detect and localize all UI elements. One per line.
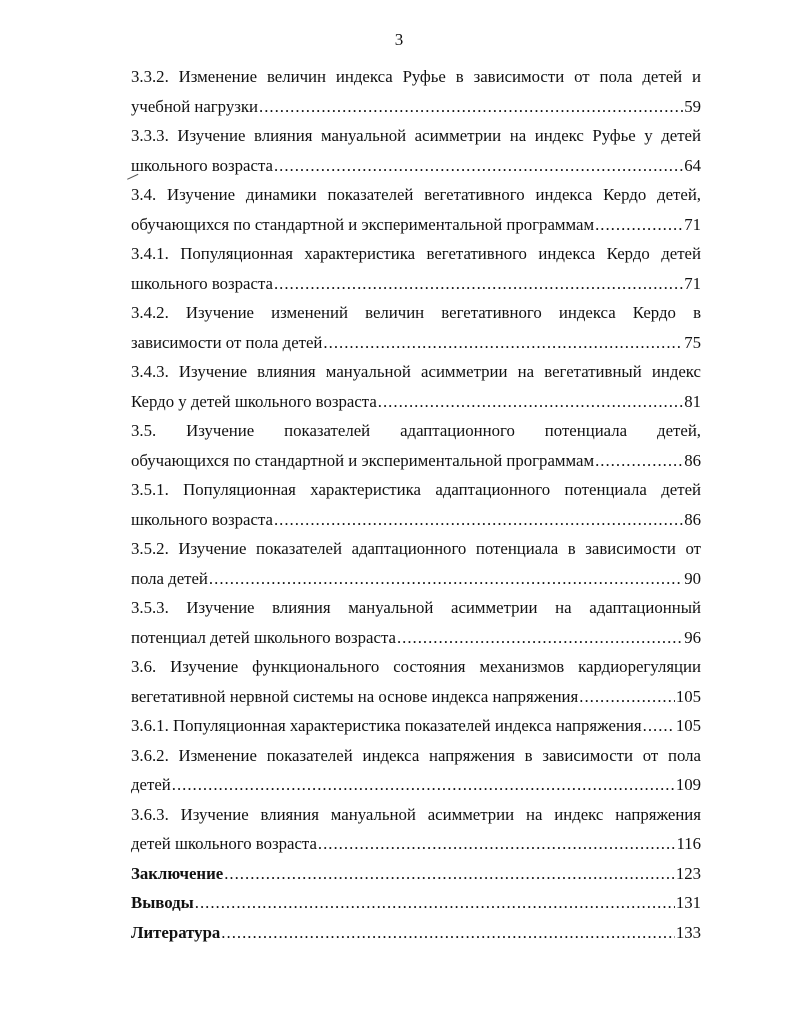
toc-entry [131,239,701,298]
toc-entry-line: 3.3.3. Изучение влияния мануальной асимметрии на индекс Руфье у детей [131,126,701,145]
toc-entry-text: обучающихся по стандартной и экспериментальной программам [131,214,595,234]
toc-entry-text: Кердо у детей школьного возраста [131,391,377,411]
toc-entry-text: зависимости от пола детей [131,332,323,352]
toc-entry-line: 3.4.3. Изучение влияния мануальной асимметрии на вегетативный индекс [131,362,701,381]
toc-entry-line [131,151,701,181]
toc-entry [131,180,701,239]
toc-page-number: 71 [684,214,701,234]
dot-leader [172,770,675,800]
dot-leader [397,623,683,653]
dot-leader [274,505,683,535]
toc-entry [131,357,701,416]
toc-section-title: Заключение [131,863,224,883]
page-number: 3 [394,30,404,49]
toc-entry [131,800,701,859]
toc-entry-line [131,829,701,859]
toc-entry [131,475,701,534]
toc-page-number: 86 [684,509,701,529]
toc-page-number: 86 [684,450,701,470]
dot-leader [643,711,675,741]
toc-page-number: 131 [675,893,701,912]
toc-page-number: 59 [684,96,701,116]
toc-entry-line: 3.4.1. Популяционная характеристика вегетативного индекса Кердо детей [131,244,701,263]
toc-final-entry [131,918,701,948]
toc-entry-line: 3.4. Изучение динамики показателей вегетативного индекса Кердо детей, [131,185,701,204]
toc-page-number: 64 [684,155,701,175]
dot-leader [318,829,676,859]
toc-entry-line [131,446,701,476]
dot-leader [259,92,683,122]
toc-entry-line [131,210,701,240]
dot-leader [224,859,675,889]
toc-entry-line: 3.6. Изучение функционального состояния механизмов кардиорегуляции [131,657,701,676]
toc-entry [131,62,701,121]
toc-entry-line [131,92,701,122]
toc-entry-line [131,269,701,299]
toc-page-number: 105 [675,686,701,706]
toc-entry-line: 3.3.2. Изменение величин индекса Руфье в зависимости от пола детей и [131,67,701,86]
dot-leader [274,269,683,299]
toc-entry-line [131,711,701,741]
toc-entry-text: обучающихся по стандартной и экспериментальной программам [131,450,595,470]
toc-entry-line [131,387,701,417]
toc-page-number: 71 [684,273,701,293]
toc-entry-line: 3.5.1. Популяционная характеристика адаптационного потенциала детей [131,480,701,499]
toc-entry-line [131,682,701,712]
toc-page-number: 133 [675,922,701,942]
dot-leader [195,888,675,918]
toc-entry [131,652,701,711]
toc-entry-line [131,505,701,535]
toc-entry-line [131,770,701,800]
dot-leader [595,210,683,240]
toc-entry [131,121,701,180]
dot-leader [595,446,683,476]
toc-entry-text: учебной нагрузки [131,96,258,116]
toc-entry-line [131,564,701,594]
dot-leader [323,328,683,358]
toc-entry-text: школьного возраста [131,155,273,175]
toc-page-number: 90 [684,568,701,588]
toc-page-number: 116 [676,834,701,853]
toc-entry-line: 3.5.2. Изучение показателей адаптационного потенциала в зависимости от [131,539,701,558]
toc-entry [131,711,701,741]
toc-page-number: 105 [675,716,701,735]
dot-leader [209,564,683,594]
toc-entry [131,741,701,800]
toc-final-entry [131,859,701,889]
toc-entry-text: детей школьного возраста [131,834,317,853]
dot-leader [579,682,675,712]
toc-entry-line [131,328,701,358]
table-of-contents [131,62,701,947]
toc-entry-text: школьного возраста [131,509,273,529]
toc-entry-text: детей [131,775,171,794]
toc-entry [131,298,701,357]
toc-entry-text: пола детей [131,568,208,588]
toc-entry-text: школьного возраста [131,273,273,293]
dot-leader [378,387,683,417]
toc-entry-line [131,623,701,653]
toc-final-entry [131,888,701,918]
toc-entry-line: 3.6.3. Изучение влияния мануальной асимметрии на индекс напряжения [131,804,701,824]
toc-section-title: Выводы [131,893,194,912]
dot-leader [274,151,683,181]
toc-page-number: 81 [684,391,701,411]
toc-page-number: 96 [684,627,701,647]
toc-entry-line: 3.5. Изучение показателей адаптационного потенциала детей, [131,421,701,440]
toc-page-number: 75 [684,332,701,352]
toc-entry [131,534,701,593]
toc-entry-line: 3.4.2. Изучение изменений величин вегетативного индекса Кердо в [131,303,701,322]
toc-entry [131,593,701,652]
toc-entry [131,416,701,475]
toc-section-title: Литература [131,922,221,942]
toc-page-number: 123 [675,863,701,883]
toc-entry-text: вегетативной нервной системы на основе индекса напряжения [131,686,579,706]
toc-page-number: 109 [675,775,701,794]
dot-leader [221,918,675,948]
toc-entry-text: потенциал детей школьного возраста [131,627,396,647]
toc-entry-line: 3.5.3. Изучение влияния мануальной асимметрии на адаптационный [131,598,701,617]
toc-entry-text: 3.6.1. Популяционная характеристика показателей индекса напряжения [131,716,642,735]
toc-entry-line: 3.6.2. Изменение показателей индекса напряжения в зависимости от пола [131,745,701,765]
